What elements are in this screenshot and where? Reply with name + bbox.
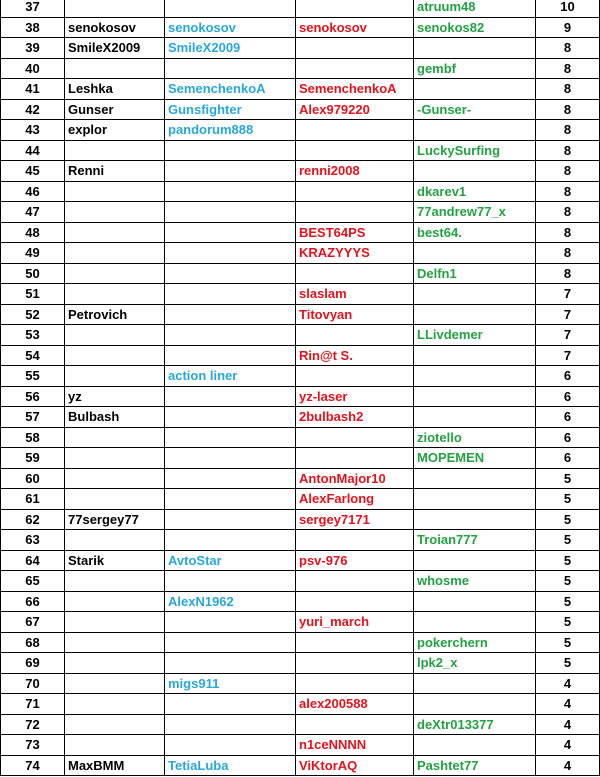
- points-cell: 6: [536, 366, 600, 387]
- table-row: [1, 694, 600, 715]
- nick-col4-cell: best64.: [414, 222, 536, 243]
- nick-col3-cell: [296, 263, 414, 284]
- rank-cell: 45: [1, 161, 65, 182]
- points-cell: 8: [536, 202, 600, 223]
- rank-cell: 74: [1, 755, 65, 776]
- table-row: [1, 161, 600, 182]
- table-row: [1, 427, 600, 448]
- nick-col4-cell: [414, 161, 536, 182]
- nick-col4-cell: [414, 38, 536, 59]
- nick-col3-cell: AlexFarlong: [296, 489, 414, 510]
- nick-col1-cell: Petrovich: [65, 304, 165, 325]
- points-cell: 7: [536, 304, 600, 325]
- nick-col3-cell: [296, 530, 414, 551]
- rank-cell: 40: [1, 58, 65, 79]
- rank-cell: 48: [1, 222, 65, 243]
- points-cell: 7: [536, 325, 600, 346]
- nick-col4-cell: Delfn1: [414, 263, 536, 284]
- table-row: [1, 99, 600, 120]
- nick-col3-cell: [296, 181, 414, 202]
- nick-col3-cell: [296, 591, 414, 612]
- points-cell: 8: [536, 99, 600, 120]
- rank-cell: 53: [1, 325, 65, 346]
- rank-cell: 70: [1, 673, 65, 694]
- rank-cell: 67: [1, 612, 65, 633]
- points-cell: 6: [536, 448, 600, 469]
- nick-col3-cell: [296, 571, 414, 592]
- nick-col2-cell: AlexN1962: [165, 591, 296, 612]
- rank-cell: 58: [1, 427, 65, 448]
- nick-col1-cell: explor: [65, 120, 165, 141]
- nick-col4-cell: [414, 468, 536, 489]
- points-cell: 5: [536, 550, 600, 571]
- nick-col1-cell: [65, 673, 165, 694]
- table-row: [1, 448, 600, 469]
- table-row: [1, 714, 600, 735]
- nick-col1-cell: Renni: [65, 161, 165, 182]
- nick-col2-cell: [165, 632, 296, 653]
- nick-col2-cell: [165, 386, 296, 407]
- nick-col3-cell: ViKtorAQ: [296, 755, 414, 776]
- table-row: [1, 0, 600, 17]
- points-cell: 8: [536, 38, 600, 59]
- nick-col4-cell: [414, 386, 536, 407]
- points-cell: 5: [536, 571, 600, 592]
- nick-col3-cell: slaslam: [296, 284, 414, 305]
- rank-cell: 38: [1, 17, 65, 38]
- table-row: [1, 673, 600, 694]
- nick-col3-cell: Rin@t S.: [296, 345, 414, 366]
- ranking-table-body: [1, 0, 600, 776]
- rank-cell: 72: [1, 714, 65, 735]
- table-row: [1, 612, 600, 633]
- table-row: [1, 38, 600, 59]
- nick-col2-cell: [165, 58, 296, 79]
- nick-col2-cell: [165, 653, 296, 674]
- nick-col3-cell: n1ceNNNN: [296, 735, 414, 756]
- rank-cell: 61: [1, 489, 65, 510]
- points-cell: 5: [536, 632, 600, 653]
- points-cell: 5: [536, 591, 600, 612]
- nick-col2-cell: action liner: [165, 366, 296, 387]
- nick-col2-cell: [165, 571, 296, 592]
- table-row: [1, 755, 600, 776]
- table-row: [1, 120, 600, 141]
- table-row: [1, 735, 600, 756]
- nick-col3-cell: 2bulbash2: [296, 407, 414, 428]
- nick-col2-cell: [165, 714, 296, 735]
- nick-col3-cell: [296, 0, 414, 17]
- rank-cell: 71: [1, 694, 65, 715]
- rank-cell: 43: [1, 120, 65, 141]
- table-row: [1, 181, 600, 202]
- nick-col3-cell: senokosov: [296, 17, 414, 38]
- nick-col2-cell: [165, 345, 296, 366]
- nick-col1-cell: [65, 653, 165, 674]
- nick-col1-cell: [65, 571, 165, 592]
- nick-col2-cell: Gunsfighter: [165, 99, 296, 120]
- points-cell: 8: [536, 120, 600, 141]
- nick-col4-cell: 77andrew77_x: [414, 202, 536, 223]
- nick-col3-cell: BEST64PS: [296, 222, 414, 243]
- nick-col3-cell: yuri_march: [296, 612, 414, 633]
- rank-cell: 54: [1, 345, 65, 366]
- rank-cell: 57: [1, 407, 65, 428]
- points-cell: 8: [536, 243, 600, 264]
- nick-col3-cell: AntonMajor10: [296, 468, 414, 489]
- nick-col2-cell: [165, 161, 296, 182]
- points-cell: 4: [536, 673, 600, 694]
- nick-col1-cell: [65, 612, 165, 633]
- points-cell: 8: [536, 263, 600, 284]
- rank-cell: 47: [1, 202, 65, 223]
- rank-cell: 49: [1, 243, 65, 264]
- nick-col2-cell: [165, 448, 296, 469]
- nick-col4-cell: Troian777: [414, 530, 536, 551]
- nick-col2-cell: TetiaLuba: [165, 755, 296, 776]
- table-row: [1, 284, 600, 305]
- table-row: [1, 366, 600, 387]
- rank-cell: 59: [1, 448, 65, 469]
- table-row: [1, 79, 600, 100]
- nick-col2-cell: [165, 735, 296, 756]
- nick-col3-cell: [296, 653, 414, 674]
- nick-col1-cell: [65, 284, 165, 305]
- nick-col3-cell: [296, 58, 414, 79]
- nick-col4-cell: lpk2_x: [414, 653, 536, 674]
- nick-col4-cell: [414, 591, 536, 612]
- nick-col3-cell: [296, 202, 414, 223]
- points-cell: 6: [536, 427, 600, 448]
- nick-col4-cell: [414, 550, 536, 571]
- nick-col1-cell: [65, 58, 165, 79]
- table-row: [1, 407, 600, 428]
- nick-col1-cell: [65, 427, 165, 448]
- nick-col2-cell: [165, 243, 296, 264]
- table-row: [1, 325, 600, 346]
- rank-cell: 50: [1, 263, 65, 284]
- nick-col4-cell: [414, 79, 536, 100]
- points-cell: 5: [536, 489, 600, 510]
- nick-col1-cell: SmileX2009: [65, 38, 165, 59]
- nick-col2-cell: [165, 140, 296, 161]
- nick-col4-cell: senokos82: [414, 17, 536, 38]
- nick-col1-cell: MaxBMM: [65, 755, 165, 776]
- nick-col1-cell: [65, 202, 165, 223]
- table-row: [1, 591, 600, 612]
- table-row: [1, 263, 600, 284]
- table-row: [1, 304, 600, 325]
- nick-col1-cell: [65, 325, 165, 346]
- table-row: [1, 468, 600, 489]
- nick-col4-cell: [414, 673, 536, 694]
- nick-col2-cell: AvtoStar: [165, 550, 296, 571]
- points-cell: 5: [536, 653, 600, 674]
- nick-col3-cell: [296, 714, 414, 735]
- nick-col2-cell: SmileX2009: [165, 38, 296, 59]
- table-row: [1, 140, 600, 161]
- nick-col4-cell: MOPEMEN: [414, 448, 536, 469]
- nick-col4-cell: -Gunser-: [414, 99, 536, 120]
- points-cell: 9: [536, 17, 600, 38]
- table-row: [1, 17, 600, 38]
- nick-col2-cell: SemenchenkoA: [165, 79, 296, 100]
- nick-col2-cell: [165, 694, 296, 715]
- nick-col1-cell: [65, 694, 165, 715]
- points-cell: 8: [536, 79, 600, 100]
- points-cell: 8: [536, 58, 600, 79]
- nick-col2-cell: [165, 468, 296, 489]
- points-cell: 4: [536, 694, 600, 715]
- table-row: [1, 653, 600, 674]
- rank-cell: 62: [1, 509, 65, 530]
- nick-col2-cell: migs911: [165, 673, 296, 694]
- nick-col1-cell: [65, 263, 165, 284]
- nick-col3-cell: [296, 140, 414, 161]
- rank-cell: 42: [1, 99, 65, 120]
- rank-cell: 39: [1, 38, 65, 59]
- rank-cell: 41: [1, 79, 65, 100]
- nick-col4-cell: [414, 735, 536, 756]
- table-row: [1, 222, 600, 243]
- nick-col1-cell: [65, 530, 165, 551]
- nick-col1-cell: [65, 632, 165, 653]
- nick-col1-cell: Gunser: [65, 99, 165, 120]
- table-row: [1, 386, 600, 407]
- nick-col2-cell: [165, 181, 296, 202]
- points-cell: 5: [536, 468, 600, 489]
- nick-col1-cell: yz: [65, 386, 165, 407]
- nick-col4-cell: gembf: [414, 58, 536, 79]
- points-cell: 5: [536, 509, 600, 530]
- points-cell: 5: [536, 612, 600, 633]
- points-cell: 4: [536, 714, 600, 735]
- points-cell: 8: [536, 161, 600, 182]
- nick-col1-cell: [65, 0, 165, 17]
- nick-col4-cell: [414, 120, 536, 141]
- nick-col2-cell: [165, 509, 296, 530]
- nick-col2-cell: [165, 0, 296, 17]
- nick-col4-cell: pokerchern: [414, 632, 536, 653]
- nick-col1-cell: [65, 489, 165, 510]
- rank-cell: 60: [1, 468, 65, 489]
- nick-col3-cell: alex200588: [296, 694, 414, 715]
- nick-col3-cell: Alex979220: [296, 99, 414, 120]
- nick-col2-cell: [165, 489, 296, 510]
- nick-col1-cell: [65, 140, 165, 161]
- rank-cell: 56: [1, 386, 65, 407]
- nick-col2-cell: [165, 202, 296, 223]
- nick-col1-cell: [65, 345, 165, 366]
- nick-col2-cell: pandorum888: [165, 120, 296, 141]
- nick-col3-cell: [296, 366, 414, 387]
- nick-col1-cell: Starik: [65, 550, 165, 571]
- nick-col2-cell: [165, 263, 296, 284]
- points-cell: 7: [536, 345, 600, 366]
- rank-cell: 46: [1, 181, 65, 202]
- table-row: [1, 243, 600, 264]
- rank-cell: 69: [1, 653, 65, 674]
- nick-col2-cell: senokosov: [165, 17, 296, 38]
- table-row: [1, 530, 600, 551]
- table-row: [1, 58, 600, 79]
- points-cell: 8: [536, 222, 600, 243]
- nick-col3-cell: yz-laser: [296, 386, 414, 407]
- points-cell: 6: [536, 407, 600, 428]
- rank-cell: 73: [1, 735, 65, 756]
- points-cell: 6: [536, 386, 600, 407]
- nick-col4-cell: [414, 407, 536, 428]
- nick-col3-cell: sergey7171: [296, 509, 414, 530]
- nick-col1-cell: [65, 243, 165, 264]
- nick-col4-cell: [414, 509, 536, 530]
- nick-col4-cell: ziotello: [414, 427, 536, 448]
- nick-col4-cell: dkarev1: [414, 181, 536, 202]
- nick-col1-cell: [65, 591, 165, 612]
- nick-col1-cell: senokosov: [65, 17, 165, 38]
- points-cell: 5: [536, 530, 600, 551]
- rank-cell: 52: [1, 304, 65, 325]
- nick-col3-cell: KRAZYYYS: [296, 243, 414, 264]
- nick-col4-cell: [414, 345, 536, 366]
- table-row: [1, 202, 600, 223]
- nick-col4-cell: LLivdemer: [414, 325, 536, 346]
- nick-col2-cell: [165, 427, 296, 448]
- nick-col4-cell: [414, 243, 536, 264]
- points-cell: 8: [536, 140, 600, 161]
- nick-col3-cell: psv-976: [296, 550, 414, 571]
- points-cell: 4: [536, 735, 600, 756]
- nick-col1-cell: Bulbash: [65, 407, 165, 428]
- rank-cell: 63: [1, 530, 65, 551]
- nick-col3-cell: [296, 325, 414, 346]
- nick-col1-cell: [65, 714, 165, 735]
- nick-col1-cell: [65, 735, 165, 756]
- nick-col3-cell: [296, 673, 414, 694]
- nick-col1-cell: [65, 468, 165, 489]
- rank-cell: 66: [1, 591, 65, 612]
- nick-col4-cell: LuckySurfing: [414, 140, 536, 161]
- table-row: [1, 571, 600, 592]
- table-row: [1, 632, 600, 653]
- nick-col2-cell: [165, 284, 296, 305]
- nick-col4-cell: atruum48: [414, 0, 536, 17]
- points-cell: 4: [536, 755, 600, 776]
- nick-col4-cell: deXtr013377: [414, 714, 536, 735]
- table-row: [1, 345, 600, 366]
- nick-col1-cell: Leshka: [65, 79, 165, 100]
- rank-cell: 65: [1, 571, 65, 592]
- nick-col2-cell: [165, 612, 296, 633]
- nick-col3-cell: [296, 120, 414, 141]
- nick-col4-cell: Pashtet77: [414, 755, 536, 776]
- nick-col1-cell: [65, 448, 165, 469]
- nick-col2-cell: [165, 222, 296, 243]
- nick-col2-cell: [165, 304, 296, 325]
- nick-col1-cell: [65, 366, 165, 387]
- points-cell: 7: [536, 284, 600, 305]
- rank-cell: 68: [1, 632, 65, 653]
- nick-col1-cell: 77sergey77: [65, 509, 165, 530]
- nick-col1-cell: [65, 222, 165, 243]
- nick-col2-cell: [165, 325, 296, 346]
- nick-col3-cell: [296, 427, 414, 448]
- nick-col3-cell: [296, 38, 414, 59]
- nick-col4-cell: [414, 489, 536, 510]
- nick-col4-cell: [414, 694, 536, 715]
- nick-col3-cell: [296, 632, 414, 653]
- table-row: [1, 509, 600, 530]
- nick-col3-cell: Titovyan: [296, 304, 414, 325]
- nick-col2-cell: [165, 530, 296, 551]
- nick-col4-cell: whosme: [414, 571, 536, 592]
- nick-col3-cell: SemenchenkoA: [296, 79, 414, 100]
- nick-col4-cell: [414, 284, 536, 305]
- rank-cell: 51: [1, 284, 65, 305]
- nick-col4-cell: [414, 612, 536, 633]
- points-cell: 8: [536, 181, 600, 202]
- nick-col3-cell: [296, 448, 414, 469]
- nick-col4-cell: [414, 304, 536, 325]
- nick-col3-cell: renni2008: [296, 161, 414, 182]
- nick-col1-cell: [65, 181, 165, 202]
- nick-col2-cell: [165, 407, 296, 428]
- table-row: [1, 489, 600, 510]
- table-row: [1, 550, 600, 571]
- nick-col4-cell: [414, 366, 536, 387]
- points-cell: 10: [536, 0, 600, 17]
- rank-cell: 55: [1, 366, 65, 387]
- rank-cell: 44: [1, 140, 65, 161]
- rank-cell: 37: [1, 0, 65, 17]
- rank-cell: 64: [1, 550, 65, 571]
